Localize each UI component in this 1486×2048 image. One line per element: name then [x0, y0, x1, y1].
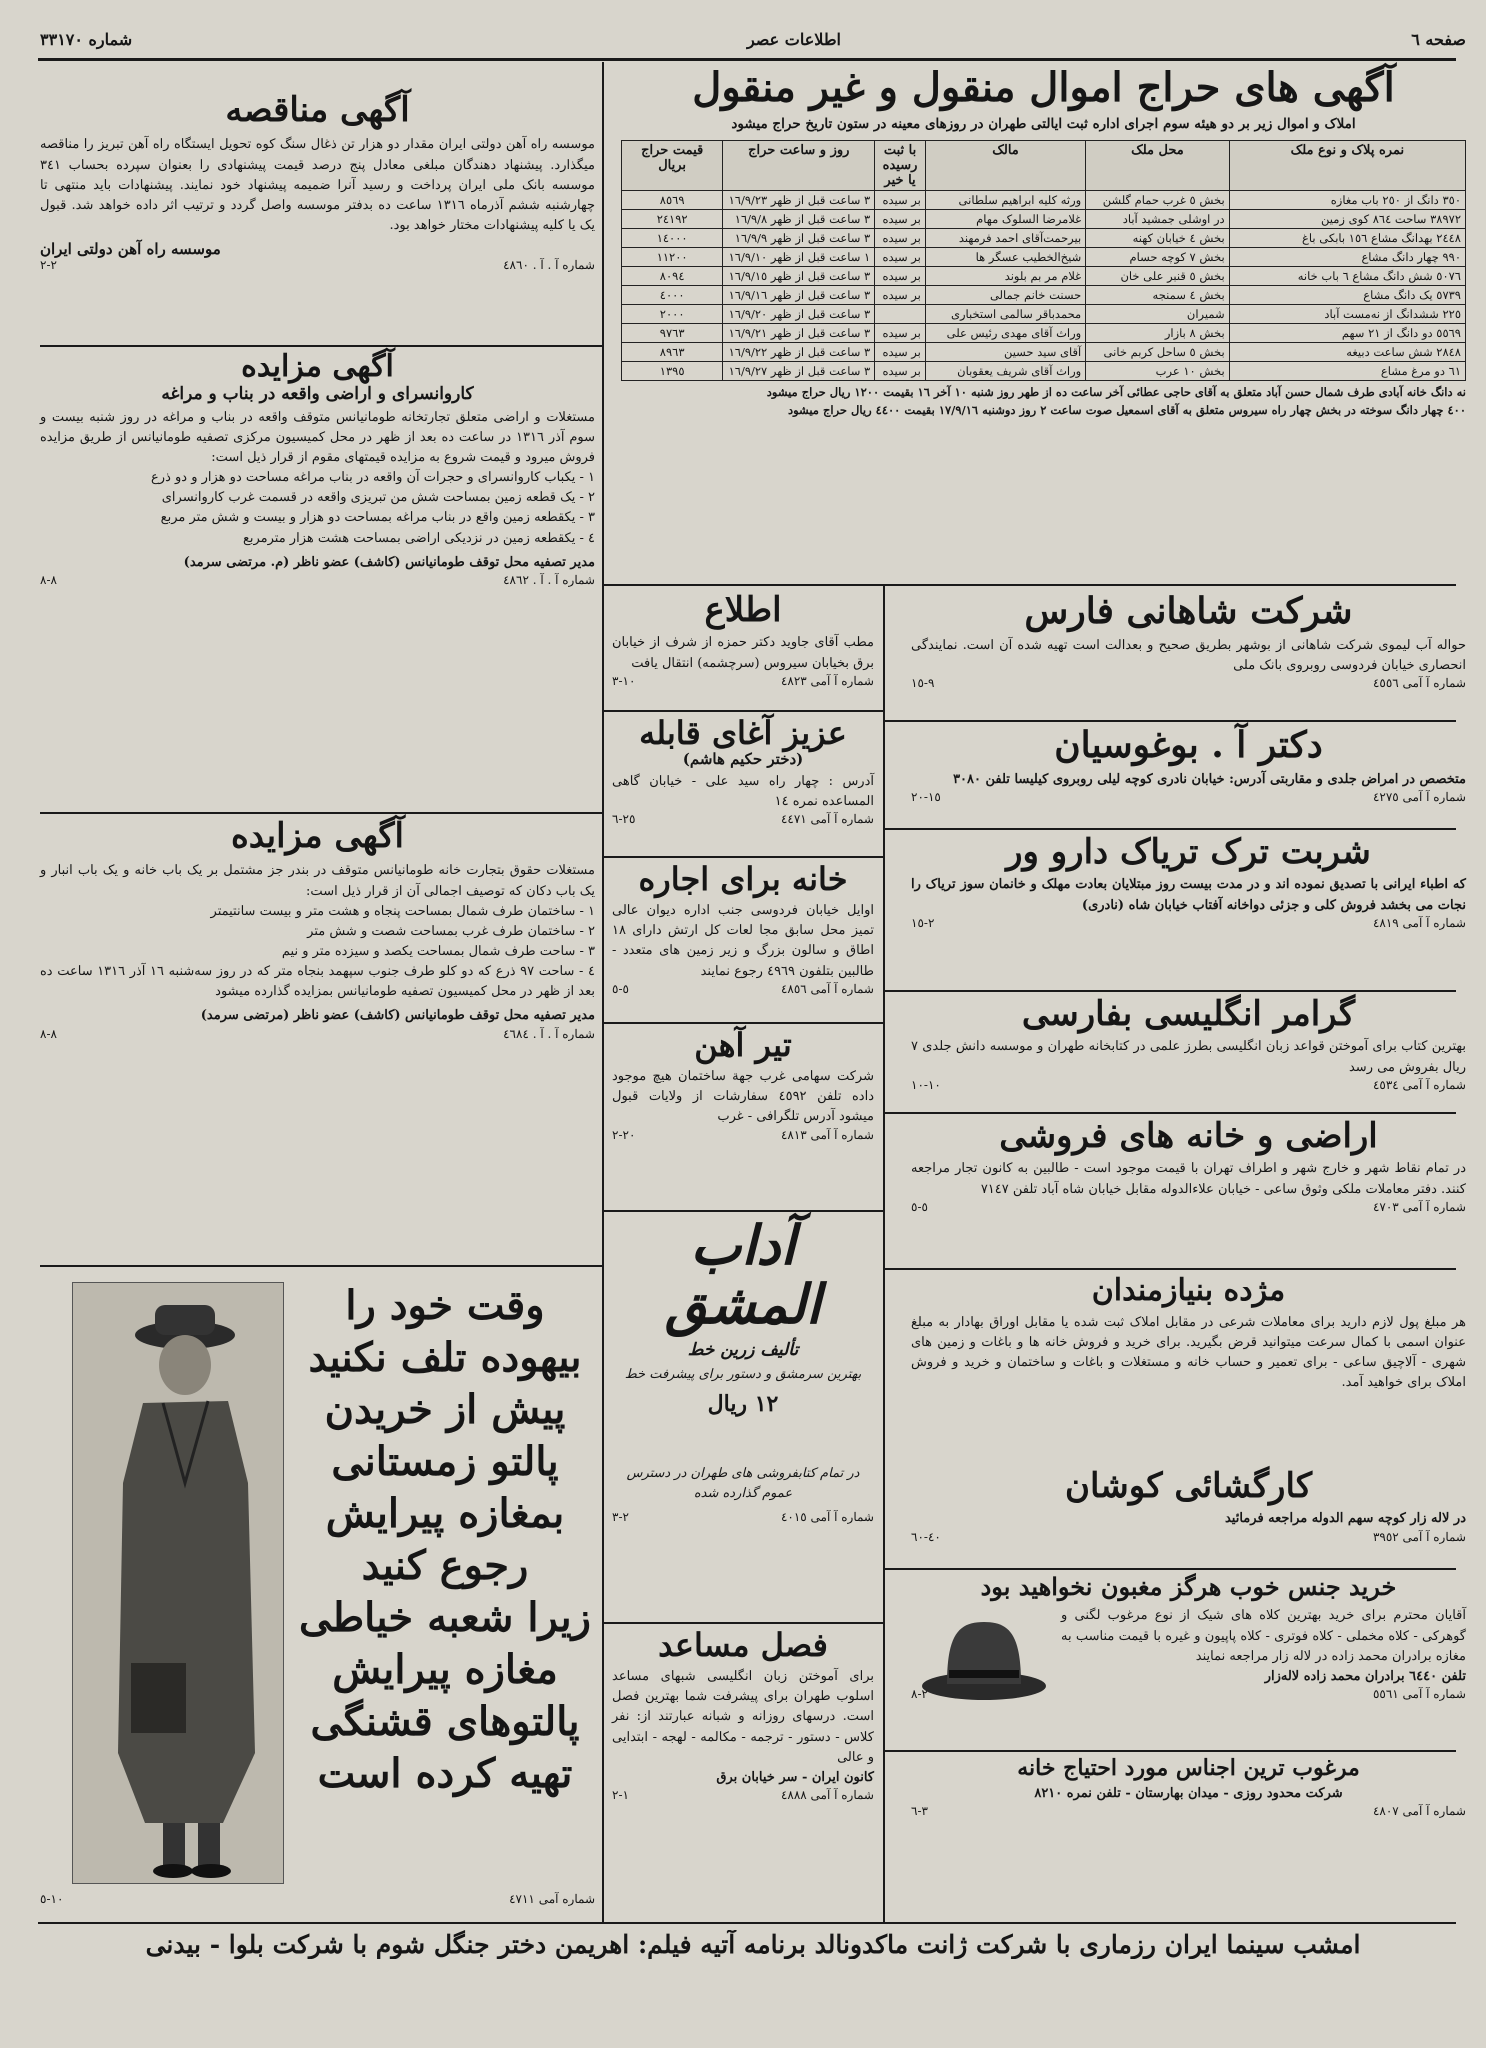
arrow-bottom-rule: [604, 1210, 883, 1212]
coat-line-9: پالتوهای قشنگی: [310, 1698, 580, 1745]
auction2-body: مستغلات حقوق بتجارت خانه طومانیانس متوقف در بندر جز مشتمل بر یک باب خانه و یک باب انبار و یک باب دکان که توصیف اجمالی آن از قرار ذیل است:: [40, 863, 595, 899]
opium-ref: شماره آ آمی ٤٨١٩: [1372, 915, 1466, 930]
kushan-ad: [911, 1468, 1466, 1544]
doctor-code: ١٥-٢٠: [911, 789, 941, 804]
caravanserai-code: ٨-٨: [40, 572, 57, 587]
table-row: ٢٢٥ ششدانگ از نه‌مست آباد شمیران محمدباقر سالمی استخباری ٣ ساعت قبل از ظهر ١٦/٩/٢٠ ٢٠٠٠: [622, 305, 1466, 324]
auction-table: [621, 140, 1466, 381]
lands-ref-line: [911, 1200, 1466, 1214]
rent-bottom-rule: [604, 1022, 883, 1024]
auction2-bottom-rule: [40, 1265, 602, 1267]
midwife-title: عزیز آغای قابله: [639, 714, 847, 752]
rent-ref-line: [612, 982, 874, 996]
calligraphy-price: ١٢ ریال: [707, 1390, 779, 1417]
col-auction-date: روز و ساعت حراج: [723, 141, 875, 191]
notice-title: اطلاع: [704, 590, 782, 630]
coat-line-4: پالتو زمستانی: [331, 1438, 559, 1485]
tender-signature: موسسه راه آهن دولتی ایران: [40, 240, 221, 259]
col-location: محل ملک: [1086, 141, 1229, 191]
doctor-ref: شماره آ آمی ٤٢٧٥: [1372, 789, 1466, 804]
table-row: ٥٧٣٩ یک دانگ مشاع بخش ٤ سمنجه حسنت خانم جمالی بر سیده ٣ ساعت قبل از ظهر ١٦/٩/١٦ ٤٠٠٠: [622, 286, 1466, 305]
calligraphy-ref: شماره آ آمی ٤٠١٥: [780, 1510, 874, 1525]
hat-illustration: [919, 1614, 1049, 1704]
tender-bottom-rule: [40, 345, 602, 347]
tender-title: آگهی مناقصه: [225, 90, 410, 130]
coat-line-3: پیش از خریدن: [324, 1386, 566, 1433]
hats-title: خرید جنس خوب هرگز مغبون نخواهید بود: [980, 1572, 1397, 1601]
auction2-ref: شماره آ . آ . ٤٦٨٤: [503, 1026, 595, 1041]
auction-main-intro: املاک و اموال زیر بر دو هیئه سوم اجرای اداره ثبت ایالتی طهران در روزهای معینه در ستون تاریخ حراج میشود: [731, 116, 1356, 132]
auction2-ref-line: [40, 1027, 595, 1041]
notice-bottom-rule: [604, 710, 883, 712]
coat-line-8: مغازه پیرایش: [332, 1646, 558, 1693]
midwife-body: آدرس : چهار راه سید علی - خیابان گاهی المساعده نمره ١٤: [612, 773, 874, 809]
needs-ref-line: [911, 1804, 1466, 1818]
tender-ad: [40, 92, 595, 272]
caravanserai-bottom-rule: [40, 812, 602, 814]
notice-body: مطب آقای جاوید دکتر حمزه از شرف از خیابان برق بخیابان سیروس (سرچشمه) انتقال یافت: [612, 635, 874, 671]
opium-ref-line: [911, 916, 1466, 930]
auction-table-header: [622, 141, 1466, 191]
auction2-code: ٨-٨: [40, 1026, 57, 1041]
coat-ref: شماره آمی ٤٧١١: [509, 1892, 595, 1906]
auction-note-2: ٤٠٠ چهار دانگ سوخته در بخش چهار راه سیروس متعلق به آقای اسمعیل صوت ساعت ٢ روز دوشنبه ١٧/٩/١٦ بقیمت ٤٤٠٠ ریال حراج میشود: [788, 402, 1466, 417]
paper-name: اطلاعات عصر: [746, 30, 841, 49]
lands-ref: شماره آ آمی ٤٧٠٣: [1372, 1199, 1466, 1214]
notice-ref-line: [612, 674, 874, 688]
notice-code: ١٠-٣: [612, 673, 636, 688]
column-rule-left: [602, 62, 604, 1922]
notice-ref: شماره آ آمی ٤٨٢٣: [780, 673, 874, 688]
page-number: صفحه ٦: [1411, 30, 1466, 49]
midwife-ref-line: [612, 812, 874, 826]
doctor-body: متخصص در امراض جلدی و مقاربتی آدرس: خیابان نادری کوچه لیلی روبروی کیلیسا تلفن ٣٠٨٠: [953, 771, 1466, 787]
help-season-ref: شماره آ آمی ٤٨٨٨: [780, 1788, 874, 1803]
coat-code: ١٠-٥: [40, 1892, 64, 1906]
coat-ad-text: [295, 1280, 595, 1800]
hats-bottom-rule: [885, 1750, 1456, 1752]
auction2-ad: [40, 818, 595, 1041]
caravanserai-item-4: ٤ - یکقطعه زمین در نزدیکی اراضی بمساحت هشت هزار مترمربع: [242, 530, 595, 546]
table-row: ٢٨٤٨ شش ساعت دبیغه بخش ٥ ساحل کربم خانی آقای سید حسین بر سیده ٣ ساعت قبل از ظهر ١٦/٩/٢٢ ٨٩٦٣: [622, 343, 1466, 362]
coat-line-10: تهیه کرده است: [317, 1750, 573, 1797]
rent-title: خانه برای اجاره: [638, 860, 848, 898]
hats-phone: تلفن ٦٤٤٠ برادران محمد زاده لاله‌زار: [1264, 1668, 1466, 1684]
grammar-code: ١٠-١٠: [911, 1077, 941, 1092]
calligraphy-ad: [612, 1213, 874, 1525]
calligraphy-body: بهترین سرمشق و دستور برای پیشرفت خط: [624, 1367, 862, 1383]
needs-ref: شماره آ آمی ٤٨٠٧: [1372, 1804, 1466, 1819]
doctor-ref-line: [911, 790, 1466, 804]
hats-ref: شماره آ آمی ٥٥٦١: [1372, 1686, 1466, 1701]
coat-line-2: بیهوده تلف نکنید: [308, 1334, 582, 1381]
auction2-footer: مدیر تصفیه محل توقف طومانیانس (کاشف) عضو ناظر (مرتضی سرمد): [200, 1008, 595, 1024]
auction2-item-3: ٣ - ساحت طرف شمال بمساحت یکصد و سیزده متر و نیم: [281, 943, 595, 959]
overcoat-illustration: [72, 1282, 284, 1884]
tender-code: ٢-٢: [40, 258, 57, 273]
col-price: قیمت حراج بریال: [622, 141, 723, 191]
rent-ad: [612, 862, 874, 996]
kushan-code: ٤٠-٦٠: [911, 1529, 941, 1544]
grammar-ad: [911, 996, 1466, 1092]
good-news-title: مژده بنیازمندان: [1091, 1273, 1286, 1308]
lands-code: ٥-٥: [911, 1199, 928, 1214]
fars-company-ad: [911, 592, 1466, 690]
calligraphy-footer: در تمام کتابفروشی های طهران در دسترس عموم گذارده شده: [626, 1465, 860, 1501]
kushan-ref: شماره آ آمی ٣٩٥٢: [1372, 1529, 1466, 1544]
arrow-ref: شماره آ آمی ٤٨١٣: [780, 1127, 874, 1142]
table-row: ٥٠٧٦ شش دانگ مشاع ٦ باب خانه بخش ٥ قنبر علی خان غلام مر بم بلوند بر سیده ٣ ساعت قبل از ظهر ١٦/٩/١٥ ٨٠٩٤: [622, 267, 1466, 286]
col-owner: مالک: [925, 141, 1085, 191]
col-plot: نمره پلاک و نوع ملک: [1229, 141, 1465, 191]
kushan-body: در لاله زار کوچه سهم الدوله مراجعه فرمائید: [1224, 1511, 1466, 1527]
arrow-ad: [612, 1028, 874, 1142]
cinema-top-rule: [38, 1922, 1456, 1924]
help-season-ad: [612, 1628, 874, 1802]
notice-ad: [612, 592, 874, 688]
caravanserai-item-3: ٣ - یکقطعه زمین واقع در بناب مراغه بمساحت دو هزار و بیست و شش متر مربع: [160, 510, 595, 526]
coat-ad: [40, 1270, 595, 1910]
midwife-ad: [612, 716, 874, 826]
rent-body: اوایل خیابان فردوسی جنب اداره دیوان عالی تمیز محل سابق مجا لعات کل ارتش دارای ١٨ اطاق و سالون بزرگ و زیر زمین های متعدد - طالبین بتلفون ٤٩٦٩ رجوع نمایند: [612, 903, 874, 979]
calligraphy-bottom-rule: [604, 1622, 883, 1624]
opium-code: ٢-١٥: [911, 915, 935, 930]
fars-ref-line: [911, 676, 1466, 690]
man-in-overcoat-icon: [73, 1283, 283, 1883]
arrow-ref-line: [612, 1128, 874, 1142]
lands-body: در تمام نقاط شهر و خارج شهر و اطراف تهران با قیمت موجود است - طالبین به کانون تجار مراجعه کنند. دفتر معاملات ملکی وثوق ساعی - خیابان علاءالدوله مقابل خیابان شاه آباد تلفن ٧١٤٧: [911, 1161, 1466, 1197]
coat-line-1: وقت خود را: [345, 1282, 545, 1329]
lands-title: اراضی و خانه های فروشی: [999, 1116, 1378, 1156]
lands-ad: [911, 1118, 1466, 1214]
calligraphy-title: آداب المشق: [665, 1213, 821, 1337]
coat-line-5: بمغازه پیرایش: [325, 1490, 565, 1537]
table-row: ٣٨٩٧٢ ساحت ٨٦٤ کوی زمین در اوشلی جمشید آباد غلامرضا السلوک مهام بر سیده ٣ ساعت قبل از ظهر ١٦/٩/٨ ٢٤١٩٢: [622, 210, 1466, 229]
doctor-bottom-rule: [885, 828, 1456, 830]
rent-code: ٥-٥: [612, 981, 629, 996]
arrow-body: شرکت سهامی غرب جهة ساختمان هیچ موجود داده تلفن ٤٥٩٢ سفارشات از ولایات قبول میشود آدرس تلگرافی - غرب: [612, 1069, 874, 1125]
cinema-banner: امشب سینما ایران رزماری با شرکت ژانت ماکدونالد برنامه آتیه فیلم: اهریمن دختر جنگل شوم با شرکت بلوا - بیدنی: [145, 1930, 1361, 1959]
auction2-item-2: ٢ - ساختمان طرف غرب بمساحت شصت و شش متر: [307, 923, 595, 939]
caravanserai-item-2: ٢ - یک قطعه زمین بمساحت شش من تبریزی واقعه در قسمت غرب کاروانسرای: [161, 490, 595, 506]
hats-ad: [911, 1574, 1466, 1744]
table-row: ٦١ دو مرغ مشاع بخش ١٠ عرب وراث آقای شریف یعقوبان بر سیده ٣ ساعت قبل از ظهر ١٦/٩/٢٧ ١٣٩٥: [622, 362, 1466, 381]
fars-ref: شماره آ آمی ٤٥٥٦: [1372, 675, 1466, 690]
auction-note-1: نه دانگ خانه آبادی طرف شمال حسن آباد متعلق به آقای حاجی عطائی آخر ساعت ده از طهر روز شنبه ١٠ آخر ١٦ بقیمت ١٢٠٠ ریال حراج میشود: [766, 385, 1466, 400]
kushan-ref-line: [911, 1530, 1466, 1544]
table-row: ٣٥٠ دانگ از ٢٥٠ باب مغازه بخش ٥ غرب حمام گلشن ورثه کلیه ابراهیم سلطانی بر سیده ٣ ساعت قبل از ظهر ١٦/٩/٢٣ ٨٥٦٩: [622, 191, 1466, 210]
help-season-address: کانون ایران - سر خیابان برق: [716, 1769, 874, 1785]
auction-table-body: [622, 191, 1466, 381]
help-season-title: فصل مساعد: [658, 1626, 828, 1664]
arrow-title: تیر آهن: [694, 1026, 792, 1064]
good-news-ad: [911, 1274, 1466, 1394]
auction2-item-1: ١ - ساختمان طرف شمال بمساحت پنجاه و هشت متر و بیست سانتیمتر: [210, 903, 595, 919]
tender-footer: [40, 258, 595, 272]
fars-bottom-rule: [885, 720, 1456, 722]
auction-bottom-rule: [604, 584, 1456, 586]
table-row: ٥٥٦٩ دو دانگ از ٢١ سهم بخش ٨ بازار وراث آقای مهدی رئیس علی بر سیده ٣ ساعت قبل از ظهر ١٦/٩/٢١ ٩٧٦٣: [622, 324, 1466, 343]
rent-ref: شماره آ آمی ٤٨٥٦: [780, 981, 874, 996]
help-season-ref-line: [612, 1788, 874, 1802]
hats-code: ٢-٨: [911, 1686, 928, 1701]
doctor-title: دکتر آ . بوغوسیان: [1054, 724, 1323, 766]
midwife-bottom-rule: [604, 856, 883, 858]
good-news-body: هر مبلغ پول لازم دارید برای معاملات شرعی در مقابل املاک ثبت شده یا مقابل اوراق بهادار به مبلغ عنوان اسمی با کمال سرعت میتوانید قرض بگیرید. برای خرید و فروش خانه ها و باغات و زمین های شهری - آلاچیق ساعی - برای تعمیر و حساب خانه و مستغلات و باغات و ساختمان و خرید و فروش املاک برای خواهید آمد.: [911, 1315, 1466, 1391]
auction2-title: آگهی مزایده: [230, 816, 405, 856]
lands-bottom-rule: [885, 1268, 1456, 1270]
fars-code: ٩-١٥: [911, 675, 935, 690]
arrow-code: ٢٠-٢: [612, 1127, 636, 1142]
coat-ref-line: [40, 1892, 595, 1906]
opium-title: شربت ترک تریاک دارو ور: [1006, 832, 1371, 872]
calligraphy-code: ٢-٣: [612, 1510, 629, 1525]
caravanserai-title: آگهی مزایده: [241, 349, 394, 384]
grammar-ref-line: [911, 1078, 1466, 1092]
tender-body: موسسه راه آهن دولتی ایران مقدار دو هزار تن ذغال سنگ کوه تحویل ایستگاه راه آهن تبریز را مناقصه میگذارد. پیشنهاد دهندگان مبلغی معادل پنج درصد قیمت پیشنهادی را بعنوان سپرده بحساب ٣٤١ موسسه بانک ملی ایران پرداخت و رسید آنرا ضمیمه پیشنهاد خود نمایند. پیشنهادات باید منتهی تا چهارشنبه ششم آذرماه ١٣١٦ ساعت ده بدفتر موسسه واصل گردد و ترتیب اثر داده خواهد شد. قبول یک یا کلیه پیشنهادات مختار خواهد بود.: [40, 137, 595, 233]
auction-main-ad: [621, 66, 1466, 419]
tender-ref: شماره آ . آ . ٤٨٦٠: [503, 258, 595, 273]
calligraphy-subtitle: تألیف زرین خط: [687, 1339, 799, 1360]
masthead-rule: [38, 58, 1456, 61]
needs-code: ٣-٦: [911, 1804, 928, 1819]
table-row: ٢٤٤٨ بهدانگ مشاع ١٥٦ بابکی باغ بخش ٤ خیابان کهنه بیرحمت‌آقای احمد فرمهند بر سیده ٣ ساعت قبل از ظهر ١٦/٩/٩ ١٤٠٠٠: [622, 229, 1466, 248]
doctor-ad: [911, 726, 1466, 804]
column-rule-mid: [883, 584, 885, 1922]
opium-ad: [911, 834, 1466, 930]
grammar-title: گرامر انگلیسی بفارسی: [1021, 994, 1356, 1034]
hat-icon: [919, 1614, 1049, 1704]
fars-title: شرکت شاهانی فارس: [1024, 590, 1353, 632]
help-season-code: ١-٢: [612, 1788, 629, 1803]
kushan-bottom-rule: [885, 1568, 1456, 1570]
opium-body: که اطباء ایرانی با تصدیق نموده اند و در مدت بیست روز مبتلایان بعادت مهلک و خانمان سوز تریاک را نجات می بخشد فروش کلی و جزئی دواخانه آفتاب خیابان شاه (نادری): [911, 877, 1466, 913]
auction2-item-4: ٤ - ساحت ٩٧ ذرع که دو کلو طرف جنوب سپهمد بنجاه متر که در روز سه‌شنبه ١٦ آذر ١٣١٦ ساعت ده بعد از ظهر در محل کمیسیون تصفیه طومانیانس بمزایده گذارده میشود: [40, 964, 595, 1000]
coat-line-7: زیرا شعبه خیاطی: [299, 1594, 591, 1641]
needs-ad: [911, 1756, 1466, 1818]
grammar-body: بهترین کتاب برای آموختن قواعد زبان انگلیسی بطرز علمی در کتابخانه طهران و موسسه دانش جلدی ٧ ریال بفروش می رسد: [911, 1039, 1466, 1075]
caravanserai-item-1: ١ - یکباب کاروانسرای و حجرات آن واقعه در بناب مراغه مساحت دو هزار و دو ذرع: [151, 470, 595, 486]
calligraphy-ref-line: [612, 1510, 874, 1524]
table-row: ٩٩٠ چهار دانگ مشاع بخش ٧ کوچه حسام شیخ‌الخطیب عسگر ها بر سیده ١ ساعت قبل از ظهر ١٦/٩/١٠ ١١٢٠٠: [622, 248, 1466, 267]
needs-title: مرغوب ترین اجناس مورد احتیاج خانه: [1017, 1755, 1360, 1781]
col-registered: با ثبت رسیده یا خیر: [875, 141, 926, 191]
midwife-subtitle: (دختر حکیم هاشم): [682, 750, 804, 769]
hats-body: آقایان محترم برای خرید بهترین کلاه های شیک از نوع مرغوب لگنی و گوهرکی - کلاه مخملی - کلاه فوتری - کلاه پاپیون و غیره با قیمت مناسب به مغازه برادران محمد زاده در لاله زار مراجعه نمایند: [1061, 1608, 1466, 1664]
coat-line-6: رجوع کنید: [361, 1542, 529, 1589]
caravanserai-ref: شماره آ . آ . ٤٨٦٢: [503, 572, 595, 587]
fars-body: حواله آب لیموی شرکت شاهانی از بوشهر بطریق صحیح و بعدالت است تهیه شده آن است. نمایندگی انحصاری خیابان فردوسی روبروی بانک ملی: [911, 637, 1466, 673]
caravanserai-subtitle: کاروانسرای و اراضی واقعه در بناب و مراغه: [161, 384, 474, 404]
caravanserai-body: مستغلات و اراضی متعلق تجارتخانه طومانیانس متوقف واقعه در بناب و مراغه در روز شنبه بیست و سوم آذر ١٣١٦ در ساعت ده بعد از ظهر در محل کمیسیون مرکزی تصفیه طومانیانس از طریق مزایده فروش میرود و قیمت شروع به مزایده قیمتهای مقوم از قرار ذیل است:: [40, 409, 596, 465]
opium-bottom-rule: [885, 990, 1456, 992]
caravanserai-ad: [40, 350, 595, 587]
auction-main-title: آگهی های حراج اموال منقول و غیر منقول: [692, 64, 1395, 111]
midwife-code: ٢٥-٦: [612, 811, 636, 826]
kushan-title: کارگشائی کوشان: [1064, 1466, 1313, 1506]
midwife-ref: شماره آ آمی ٤٤٧١: [780, 811, 874, 826]
caravanserai-footer: مدیر تصفیه محل توقف طومانیانس (کاشف) عضو ناظر (م. مرتضی سرمد): [183, 554, 595, 570]
issue-number: شماره ٣٣١٧٠: [40, 30, 133, 49]
needs-body: شرکت محدود روزی - میدان بهارستان - تلفن نمره ٨٢١٠: [1034, 1786, 1343, 1802]
grammar-bottom-rule: [885, 1112, 1456, 1114]
grammar-ref: شماره آ آمی ٤٥٣٤: [1372, 1077, 1466, 1092]
caravanserai-ref-line: [40, 573, 595, 587]
help-season-body: برای آموختن زبان انگلیسی شبهای مساعد اسلوب طهران برای پیشرفت شما بهترین فصل است. درسهای روزانه و شبانه عبارتند از: نفر کلاس - دستور - ترجمه - مکالمه - لهجه - ابتدایی و عالی: [612, 1669, 874, 1765]
